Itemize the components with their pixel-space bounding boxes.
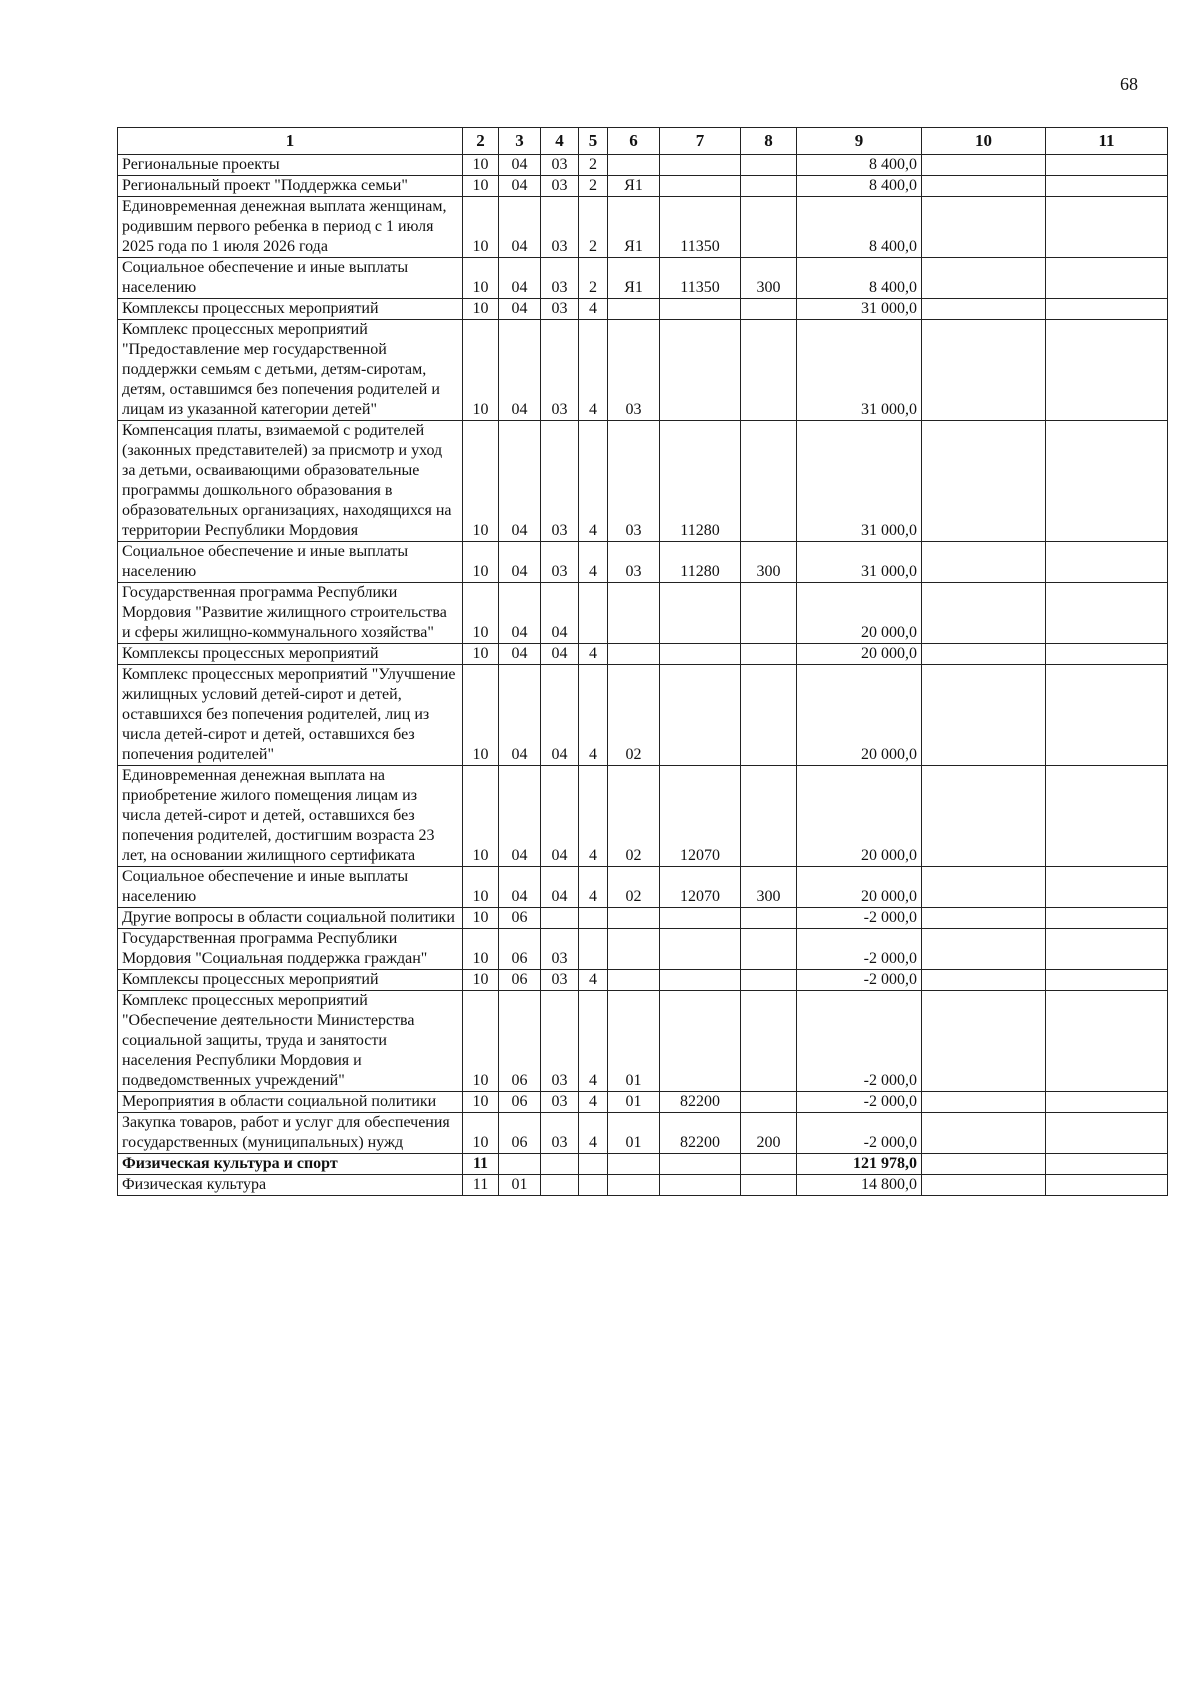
- code-cell: 4: [579, 991, 608, 1092]
- code-cell: 01: [608, 1092, 660, 1113]
- code-cell: [1046, 176, 1168, 197]
- code-cell: [1046, 766, 1168, 867]
- table-row: [118, 867, 1168, 908]
- code-cell: 06: [499, 1113, 541, 1154]
- code-cell: 04: [499, 299, 541, 320]
- code-cell: 04: [499, 421, 541, 542]
- code-cell: [741, 1175, 797, 1196]
- row-name-cell: Закупка товаров, работ и услуг для обеспечения государственных (муниципальных) нужд: [118, 1113, 463, 1154]
- budget-table: [117, 127, 1168, 1196]
- code-cell: [608, 970, 660, 991]
- code-cell: [541, 1175, 579, 1196]
- code-cell: [660, 665, 741, 766]
- table-row: [118, 542, 1168, 583]
- row-name-cell: Мероприятия в области социальной политики: [118, 1092, 463, 1113]
- code-cell: 04: [541, 867, 579, 908]
- row-name-cell: Социальное обеспечение и иные выплаты населению: [118, 258, 463, 299]
- code-cell: [741, 908, 797, 929]
- code-cell: 02: [608, 766, 660, 867]
- code-cell: 10: [463, 583, 499, 644]
- header-cell: 4: [541, 128, 579, 155]
- table-body: [118, 155, 1168, 1196]
- header-cell: 7: [660, 128, 741, 155]
- code-cell: 06: [499, 991, 541, 1092]
- code-cell: 03: [541, 1092, 579, 1113]
- code-cell: [1046, 320, 1168, 421]
- code-cell: [922, 320, 1046, 421]
- amount-cell: 8 400,0: [797, 155, 922, 176]
- table-row: [118, 970, 1168, 991]
- code-cell: Я1: [608, 197, 660, 258]
- table-row: [118, 644, 1168, 665]
- code-cell: 03: [541, 155, 579, 176]
- code-cell: 2: [579, 155, 608, 176]
- code-cell: 300: [741, 542, 797, 583]
- amount-cell: 121 978,0: [797, 1154, 922, 1175]
- code-cell: Я1: [608, 176, 660, 197]
- code-cell: 10: [463, 197, 499, 258]
- code-cell: 04: [499, 867, 541, 908]
- code-cell: [1046, 155, 1168, 176]
- code-cell: [579, 1154, 608, 1175]
- code-cell: 10: [463, 908, 499, 929]
- code-cell: 2: [579, 258, 608, 299]
- code-cell: [741, 766, 797, 867]
- code-cell: 300: [741, 258, 797, 299]
- code-cell: 02: [608, 867, 660, 908]
- code-cell: 04: [499, 155, 541, 176]
- table-row: [118, 665, 1168, 766]
- code-cell: 4: [579, 665, 608, 766]
- row-name-cell: Комплекс процессных мероприятий "Обеспечение деятельности Министерства социальной защиты, труда и занятости населения Республики Мордовия и подведомственных учреждений": [118, 991, 463, 1092]
- code-cell: [660, 299, 741, 320]
- amount-cell: 8 400,0: [797, 197, 922, 258]
- table-row: [118, 908, 1168, 929]
- code-cell: 06: [499, 929, 541, 970]
- code-cell: 4: [579, 644, 608, 665]
- code-cell: 4: [579, 1113, 608, 1154]
- code-cell: 04: [541, 665, 579, 766]
- code-cell: [1046, 421, 1168, 542]
- amount-cell: -2 000,0: [797, 929, 922, 970]
- row-name-cell: Компенсация платы, взимаемой с родителей (законных представителей) за присмотр и уход за детьми, осваивающими образовательные программы дошкольного образования в образовательных организациях, находящихся на территории Республики Мордовия: [118, 421, 463, 542]
- row-name-cell: Комплексы процессных мероприятий: [118, 299, 463, 320]
- code-cell: [579, 1175, 608, 1196]
- code-cell: 04: [499, 665, 541, 766]
- amount-cell: 31 000,0: [797, 542, 922, 583]
- code-cell: 4: [579, 421, 608, 542]
- amount-cell: 20 000,0: [797, 644, 922, 665]
- amount-cell: -2 000,0: [797, 1092, 922, 1113]
- code-cell: 11280: [660, 542, 741, 583]
- row-name-cell: Другие вопросы в области социальной политики: [118, 908, 463, 929]
- table-row: [118, 197, 1168, 258]
- code-cell: [1046, 1113, 1168, 1154]
- row-name-cell: Социальное обеспечение и иные выплаты населению: [118, 542, 463, 583]
- header-row: [118, 128, 1168, 155]
- amount-cell: 20 000,0: [797, 766, 922, 867]
- code-cell: 200: [741, 1113, 797, 1154]
- code-cell: [922, 1113, 1046, 1154]
- code-cell: 10: [463, 766, 499, 867]
- code-cell: 02: [608, 665, 660, 766]
- code-cell: 10: [463, 1092, 499, 1113]
- code-cell: [660, 1154, 741, 1175]
- amount-cell: 31 000,0: [797, 320, 922, 421]
- row-name-cell: Комплекс процессных мероприятий "Предоставление мер государственной поддержки семьям с детьми, детям-сиротам, детям, оставшимся без попечения родителей и лицам из указанной категории детей": [118, 320, 463, 421]
- table-row: [118, 1113, 1168, 1154]
- code-cell: [1046, 908, 1168, 929]
- code-cell: [1046, 299, 1168, 320]
- code-cell: Я1: [608, 258, 660, 299]
- code-cell: 03: [541, 1113, 579, 1154]
- code-cell: 04: [499, 197, 541, 258]
- code-cell: 04: [541, 644, 579, 665]
- amount-cell: -2 000,0: [797, 991, 922, 1092]
- amount-cell: -2 000,0: [797, 970, 922, 991]
- code-cell: [922, 644, 1046, 665]
- code-cell: 06: [499, 1092, 541, 1113]
- code-cell: 11: [463, 1154, 499, 1175]
- code-cell: [922, 176, 1046, 197]
- code-cell: 11280: [660, 421, 741, 542]
- table-row: [118, 258, 1168, 299]
- code-cell: 01: [608, 991, 660, 1092]
- code-cell: [1046, 258, 1168, 299]
- code-cell: [608, 929, 660, 970]
- header-cell: 9: [797, 128, 922, 155]
- table-row: [118, 929, 1168, 970]
- row-name-cell: Государственная программа Республики Мордовия "Социальная поддержка граждан": [118, 929, 463, 970]
- code-cell: 03: [608, 542, 660, 583]
- header-cell: 8: [741, 128, 797, 155]
- code-cell: [660, 583, 741, 644]
- code-cell: [541, 1154, 579, 1175]
- amount-cell: 20 000,0: [797, 665, 922, 766]
- code-cell: [1046, 1175, 1168, 1196]
- code-cell: [741, 1092, 797, 1113]
- code-cell: 10: [463, 320, 499, 421]
- amount-cell: 14 800,0: [797, 1175, 922, 1196]
- code-cell: [660, 320, 741, 421]
- code-cell: 82200: [660, 1113, 741, 1154]
- table-row: [118, 155, 1168, 176]
- code-cell: [922, 421, 1046, 542]
- code-cell: [608, 1175, 660, 1196]
- code-cell: [741, 665, 797, 766]
- code-cell: [922, 970, 1046, 991]
- code-cell: 4: [579, 320, 608, 421]
- code-cell: 03: [541, 176, 579, 197]
- code-cell: [922, 665, 1046, 766]
- code-cell: [660, 929, 741, 970]
- code-cell: 06: [499, 908, 541, 929]
- code-cell: [608, 155, 660, 176]
- code-cell: 10: [463, 299, 499, 320]
- amount-cell: -2 000,0: [797, 1113, 922, 1154]
- row-name-cell: Государственная программа Республики Мордовия "Развитие жилищного строительства и сферы жилищно-коммунального хозяйства": [118, 583, 463, 644]
- header-cell: 6: [608, 128, 660, 155]
- code-cell: [660, 176, 741, 197]
- code-cell: [922, 766, 1046, 867]
- table-row: [118, 1154, 1168, 1175]
- code-cell: 03: [541, 197, 579, 258]
- amount-cell: 8 400,0: [797, 258, 922, 299]
- amount-cell: 31 000,0: [797, 421, 922, 542]
- amount-cell: 8 400,0: [797, 176, 922, 197]
- header-cell: 3: [499, 128, 541, 155]
- code-cell: 12070: [660, 766, 741, 867]
- code-cell: [579, 929, 608, 970]
- row-name-cell: Физическая культура: [118, 1175, 463, 1196]
- code-cell: [741, 991, 797, 1092]
- row-name-cell: Региональный проект "Поддержка семьи": [118, 176, 463, 197]
- code-cell: [579, 908, 608, 929]
- code-cell: [660, 908, 741, 929]
- code-cell: [922, 1175, 1046, 1196]
- header-cell: 10: [922, 128, 1046, 155]
- code-cell: 2: [579, 197, 608, 258]
- code-cell: [741, 197, 797, 258]
- code-cell: 03: [541, 929, 579, 970]
- header-cell: 5: [579, 128, 608, 155]
- code-cell: 04: [499, 542, 541, 583]
- code-cell: 10: [463, 867, 499, 908]
- code-cell: 4: [579, 299, 608, 320]
- code-cell: 04: [541, 583, 579, 644]
- code-cell: [922, 542, 1046, 583]
- code-cell: [1046, 1092, 1168, 1113]
- code-cell: 01: [499, 1175, 541, 1196]
- code-cell: 03: [541, 991, 579, 1092]
- code-cell: 03: [608, 421, 660, 542]
- code-cell: 4: [579, 867, 608, 908]
- code-cell: 10: [463, 991, 499, 1092]
- code-cell: 04: [499, 583, 541, 644]
- row-name-cell: Комплекс процессных мероприятий "Улучшение жилищных условий детей-сирот и детей, оставшихся без попечения родителей, лиц из числа детей-сирот и детей, оставшихся без попечения родителей": [118, 665, 463, 766]
- table-row: [118, 421, 1168, 542]
- code-cell: 04: [499, 258, 541, 299]
- table-row: [118, 1092, 1168, 1113]
- code-cell: 03: [541, 421, 579, 542]
- code-cell: 10: [463, 176, 499, 197]
- code-cell: [1046, 644, 1168, 665]
- code-cell: [741, 644, 797, 665]
- code-cell: [1046, 867, 1168, 908]
- code-cell: [741, 929, 797, 970]
- code-cell: [1046, 1154, 1168, 1175]
- code-cell: [608, 644, 660, 665]
- code-cell: 10: [463, 258, 499, 299]
- code-cell: 12070: [660, 867, 741, 908]
- code-cell: [1046, 583, 1168, 644]
- code-cell: [1046, 991, 1168, 1092]
- code-cell: [660, 644, 741, 665]
- code-cell: [660, 155, 741, 176]
- code-cell: 04: [541, 766, 579, 867]
- code-cell: [741, 583, 797, 644]
- code-cell: [741, 155, 797, 176]
- code-cell: 4: [579, 766, 608, 867]
- code-cell: [922, 1154, 1046, 1175]
- code-cell: [922, 1092, 1046, 1113]
- code-cell: [660, 991, 741, 1092]
- code-cell: 06: [499, 970, 541, 991]
- table-row: [118, 176, 1168, 197]
- table-row: [118, 583, 1168, 644]
- code-cell: [922, 583, 1046, 644]
- code-cell: 82200: [660, 1092, 741, 1113]
- code-cell: 2: [579, 176, 608, 197]
- code-cell: 01: [608, 1113, 660, 1154]
- code-cell: 11350: [660, 197, 741, 258]
- header-cell: 1: [118, 128, 463, 155]
- code-cell: [922, 155, 1046, 176]
- code-cell: [922, 867, 1046, 908]
- amount-cell: 20 000,0: [797, 867, 922, 908]
- code-cell: [660, 1175, 741, 1196]
- code-cell: [608, 908, 660, 929]
- header-cell: 11: [1046, 128, 1168, 155]
- code-cell: 10: [463, 155, 499, 176]
- code-cell: 04: [499, 766, 541, 867]
- code-cell: [922, 929, 1046, 970]
- code-cell: 03: [608, 320, 660, 421]
- code-cell: [922, 991, 1046, 1092]
- code-cell: 03: [541, 320, 579, 421]
- code-cell: [922, 299, 1046, 320]
- code-cell: [1046, 970, 1168, 991]
- code-cell: 10: [463, 1113, 499, 1154]
- table-row: [118, 299, 1168, 320]
- table-row: [118, 766, 1168, 867]
- table-row: [118, 320, 1168, 421]
- code-cell: [499, 1154, 541, 1175]
- code-cell: [660, 970, 741, 991]
- amount-cell: 31 000,0: [797, 299, 922, 320]
- code-cell: 03: [541, 258, 579, 299]
- code-cell: [579, 583, 608, 644]
- row-name-cell: Физическая культура и спорт: [118, 1154, 463, 1175]
- code-cell: 03: [541, 299, 579, 320]
- code-cell: [1046, 197, 1168, 258]
- code-cell: 10: [463, 644, 499, 665]
- code-cell: 11350: [660, 258, 741, 299]
- code-cell: [608, 299, 660, 320]
- code-cell: 10: [463, 421, 499, 542]
- code-cell: 04: [499, 176, 541, 197]
- code-cell: [741, 299, 797, 320]
- code-cell: [922, 197, 1046, 258]
- code-cell: 03: [541, 970, 579, 991]
- row-name-cell: Единовременная денежная выплата женщинам, родившим первого ребенка в период с 1 июля 2025 года по 1 июля 2026 года: [118, 197, 463, 258]
- row-name-cell: Региональные проекты: [118, 155, 463, 176]
- code-cell: 4: [579, 542, 608, 583]
- code-cell: 10: [463, 665, 499, 766]
- row-name-cell: Комплексы процессных мероприятий: [118, 644, 463, 665]
- code-cell: [741, 320, 797, 421]
- code-cell: [1046, 542, 1168, 583]
- code-cell: [922, 908, 1046, 929]
- row-name-cell: Социальное обеспечение и иные выплаты населению: [118, 867, 463, 908]
- row-name-cell: Комплексы процессных мероприятий: [118, 970, 463, 991]
- table-row: [118, 1175, 1168, 1196]
- code-cell: 10: [463, 970, 499, 991]
- code-cell: [741, 176, 797, 197]
- code-cell: [741, 421, 797, 542]
- code-cell: [1046, 929, 1168, 970]
- code-cell: 03: [541, 542, 579, 583]
- code-cell: [608, 583, 660, 644]
- code-cell: 10: [463, 542, 499, 583]
- code-cell: [741, 970, 797, 991]
- code-cell: [922, 258, 1046, 299]
- code-cell: 300: [741, 867, 797, 908]
- code-cell: [741, 1154, 797, 1175]
- table-row: [118, 991, 1168, 1092]
- code-cell: 10: [463, 929, 499, 970]
- code-cell: [608, 1154, 660, 1175]
- code-cell: 4: [579, 1092, 608, 1113]
- page-number: 68: [1120, 74, 1138, 94]
- code-cell: 4: [579, 970, 608, 991]
- code-cell: [1046, 665, 1168, 766]
- code-cell: 04: [499, 320, 541, 421]
- row-name-cell: Единовременная денежная выплата на приобретение жилого помещения лицам из числа детей-сирот и детей, оставшихся без попечения родителей, достигшим возраста 23 лет, на основании жилищного сертификата: [118, 766, 463, 867]
- amount-cell: -2 000,0: [797, 908, 922, 929]
- code-cell: 11: [463, 1175, 499, 1196]
- header-cell: 2: [463, 128, 499, 155]
- code-cell: 04: [499, 644, 541, 665]
- amount-cell: 20 000,0: [797, 583, 922, 644]
- code-cell: [541, 908, 579, 929]
